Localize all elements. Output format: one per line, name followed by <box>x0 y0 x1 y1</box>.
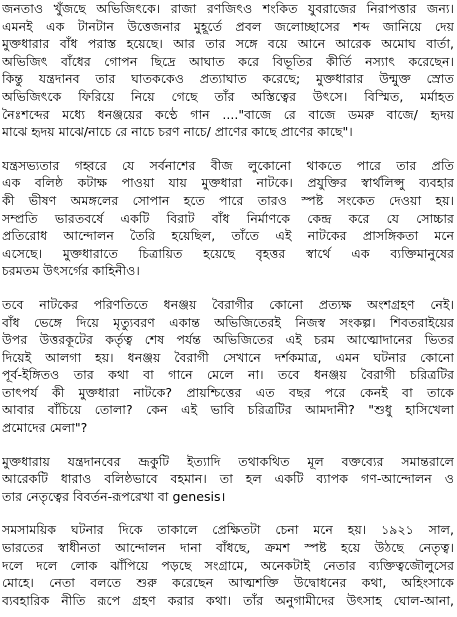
text-line: সমসাময়িক ঘটনার দিকে তাকালে প্রেক্ষিতটা চেনা মনে হয়। ১৯২১ সাল, <box>2 522 454 538</box>
text-line: তাৎপর্য কী মুক্তধারা নাটকে? প্রায়শ্চিত্তের এত বছর পরে কেনই বা তাকে <box>2 384 454 400</box>
text-line: চরমতম উৎসর্গের কাহিনীও। <box>2 263 140 279</box>
text-line: দিয়েই আলগা হয়। ধনঞ্জয় বৈরাগী সেখানে দর্শকমাত্র, এমন ঘটনার কোনো <box>2 349 454 365</box>
text-line: অভিজিৎকে ফিরিয়ে নিয়ে গেছে তাঁর অস্তিত্বের উৎসে। বিস্মিত, মর্মাহত <box>2 88 454 104</box>
text-line: মুক্তধারায় যন্ত্রদানবের ভ্রূকুটি ইত্যাদি তথাকথিত মূল বক্তব্যের সমান্তরালে <box>2 453 454 469</box>
text-line: বাঁধ ভেঙ্গে দিয়ে মৃত্যুবরণ একান্ত অভিজিতেরই নিজস্ব সংকল্প। শিবতরাইয়ের <box>2 314 454 330</box>
paragraph-gap <box>2 437 454 453</box>
text-line: প্রতিরোধ আন্দোলন তৈরি হয়েছিল, তাঁতে এই নাটকের প্রাসঙ্গিকতা মনে <box>2 228 454 244</box>
text-line: সম্প্রতি ভারতবর্ষে একটি বিরাট বাঁধ নির্মাণকে কেন্দ্র করে যে সোচ্চার <box>2 210 454 226</box>
text-line: মাঝে হৃদয় মাঝে/নাচে রে নাচে চরণ নাচে/ প্রাণের কাছে প্রাণের কাছে"। <box>2 124 353 140</box>
document-page <box>2 0 454 617</box>
text-line: ব্যবহারিক নীতি রূপে গ্রহণ করার কথা। তাঁর অনুগামীদের উৎসাহ ঘোল-আনা, <box>2 592 454 608</box>
paragraph-4 <box>2 453 454 506</box>
paragraph-5 <box>2 521 454 609</box>
text-line: মুক্তধারার বাঁধ পরাস্ত হয়েছে। আর তার সঙ্গে বয়ে আনে আরেক অমোঘ বার্তা, <box>2 36 454 52</box>
text-line: জনতাও খুঁজছে অভিজিৎকে। রাজা রণজিৎও শংকিত যুবরাজের নিরাপত্তার জন্য। <box>2 1 454 16</box>
text-line: যন্ত্রসভ্যতার গহ্বরে যে সর্বনাশের বীজ লুকোনো থাকতে পারে তার প্রতি <box>2 157 454 173</box>
text-line: আবার বাঁচিয়ে তোলা? কেন এই ভাবি চরিত্রটির আমদানী? "শুধু হাসিখেলা <box>2 402 454 418</box>
paragraph-gap <box>2 505 454 521</box>
text-line: পূর্ব-ইঙ্গিতও তার কথা বা গানে মেলে না। তবে ধনঞ্জয় বৈরাগী চরিত্রটির <box>2 367 454 383</box>
text-line: এসেছে। মুক্তধারাতে চিত্রায়িত হয়েছে বৃহত্তর স্বার্থে এক ব্যক্তিমানুষের <box>2 245 454 261</box>
text-line: মোহে। নেতা বলতে শুরু করেছেন আত্মশক্তি উদ্বোধনের কথা, অহিংসাকে <box>2 575 454 591</box>
text-line: তবে নাটকের পরিণতিতে ধনঞ্জয় বৈরাগীর কোনো প্রত্যক্ষ অংশগ্রহণ নেই। <box>2 296 454 312</box>
text-line: আরেকটি ধারাও বলিষ্ঠভাবে বহমান। তা হল একটি ব্যাপক গণ-আন্দোলন ও <box>2 471 454 487</box>
paragraph-2 <box>2 157 454 280</box>
text-line: কী ভীষণ অমঙ্গলের সোপান হতে পারে তারও স্পষ্ট সংকেত দেওয়া হয়। <box>2 192 454 208</box>
paragraph-3 <box>2 296 454 437</box>
text-line: ভারতের স্বাধীনতা আন্দোলন দানা বাঁধছে, ক্রমশ স্পষ্ট হয়ে উঠছে নেতৃত্ব। <box>2 540 454 556</box>
paragraph-1 <box>2 0 454 141</box>
paragraph-gap <box>2 141 454 157</box>
text-line: তার নেতৃত্বের বিবর্তন-রূপরেখা বা genesis। <box>2 488 226 504</box>
text-line: এমনই এক টানটান উত্তেজনার মুহূর্তে প্রবল জলোচ্ছাসের শব্দ জানিয়ে দেয় <box>2 18 454 34</box>
text-line: নৈঃশব্দের মধ্যে ধনঞ্জয়ের কণ্ঠে গান ...."বাজে রে বাজে ডমরু বাজে/ হৃদয় <box>2 106 454 122</box>
text-line: প্রমোদের মেলা"? <box>2 420 88 436</box>
text-line: এক বলিষ্ঠ কটাক্ষ পাওয়া যায় মুক্তধারা নাটকে। প্রযুক্তির স্বার্থলিপ্সু ব্যবহার <box>2 175 454 191</box>
paragraph-gap <box>2 280 454 296</box>
text-line: অভিজিৎ বাঁধের গোপন ছিদ্রে আঘাত করে বিভূতির কীর্তি নস্যাৎ করেছেন। <box>2 53 454 69</box>
text-line: উপর উত্তরকূটের কর্তৃত্ব শেষ পর্যন্ত অভিজিতের এই চরম আত্মোদানের ভিতর <box>2 332 454 348</box>
text-line: দলে দলে লোক ঝাঁপিয়ে পড়ছে সংগ্রামে, অনেকটাই নেতার ব্যক্তিত্বজৌলুসের <box>2 557 454 573</box>
text-line: কিন্তু যন্ত্রদানব তার ঘাতককেও প্রত্যাঘাত করেছে; মুক্তধারার উন্মুক্ত স্রোত <box>2 71 454 87</box>
